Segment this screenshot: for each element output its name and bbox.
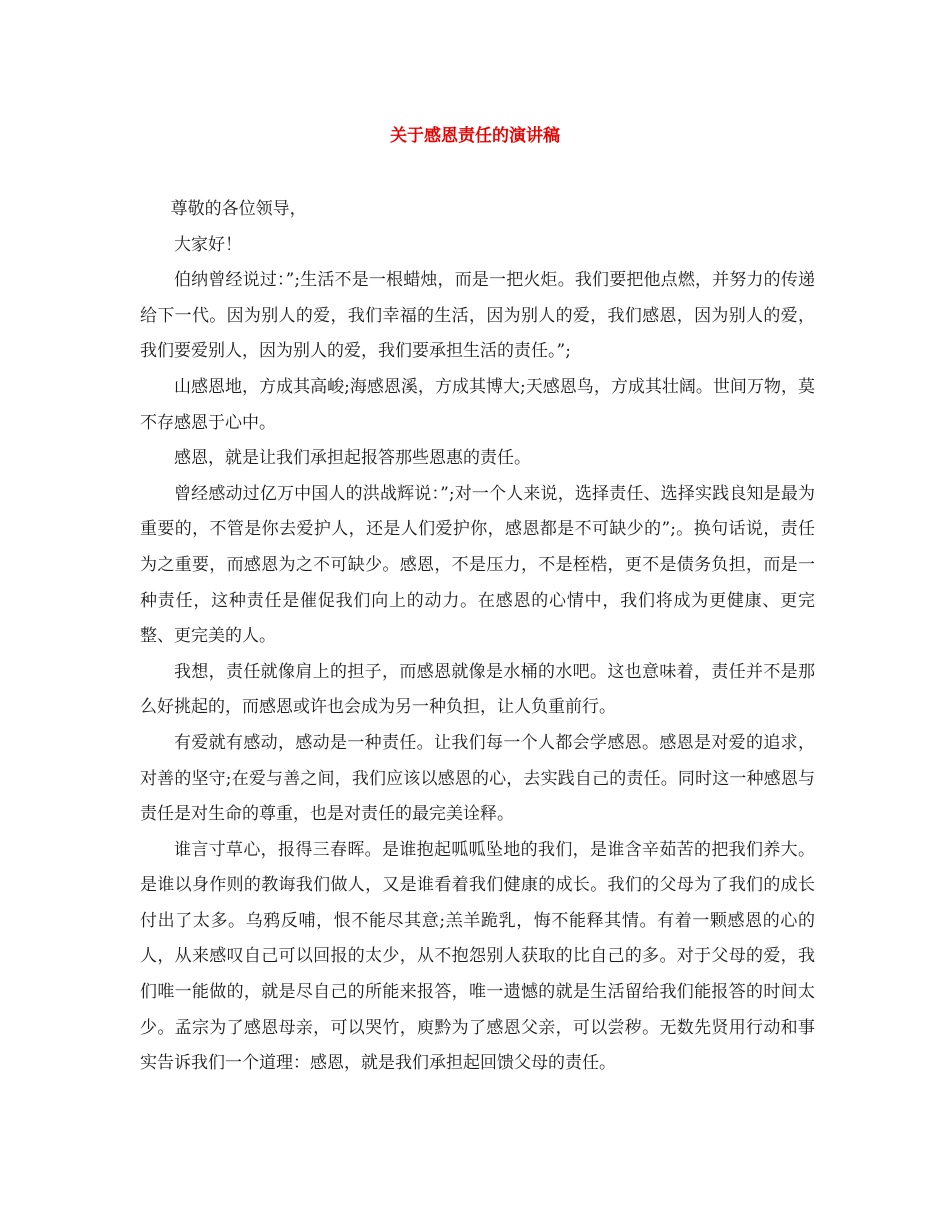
document-title: 关于感恩责任的演讲稿: [390, 126, 560, 146]
document-body: [140, 192, 815, 1082]
body-paragraph: 曾经感动过亿万中国人的洪战辉说：”;对一个人来说，选择责任、选择实践良知是最为重要的，不管是你去爱护人，还是人们爱护你，感恩都是不可缺少的”;。换句话说，责任为之重要，而感恩为之不可缺少。感恩，不是压力，不是桎梏，更不是债务负担，而是一种责任，这种责任是催促我们向上的动力。在感恩的心情中，我们将成为更健康、更完整、更完美的人。: [140, 483, 815, 647]
body-paragraph: 谁言寸草心，报得三春晖。是谁抱起呱呱坠地的我们，是谁含辛茹苦的把我们养大。是谁以身作则的教诲我们做人，又是谁看着我们健康的成长。我们的父母为了我们的成长付出了太多。乌鸦反哺，恨不能尽其意;羔羊跪乳，悔不能释其情。有着一颗感恩的心的人，从来感叹自己可以回报的太少，从不抱怨别人获取的比自己的多。对于父母的爱，我们唯一能做的，就是尽自己的所能来报答，唯一遗憾的就是生活留给我们能报答的时间太少。孟宗为了感恩母亲，可以哭竹，庾黔为了感恩父亲，可以尝秽。无数先贤用行动和事实告诉我们一个道理：感恩，就是我们承担起回馈父母的责任。: [140, 839, 815, 1074]
greeting-paragraph: 大家好！: [174, 234, 242, 255]
body-paragraph: 感恩，就是让我们承担起报答那些恩惠的责任。: [174, 448, 531, 469]
body-paragraph: 山感恩地，方成其高峻;海感恩溪，方成其博大;天感恩鸟，方成其壮阔。世间万物，莫不存感恩于心中。: [140, 376, 815, 433]
body-paragraph: 伯纳曾经说过：”;生活不是一根蜡烛，而是一把火炬。我们要把他点燃，并努力的传递给下一代。因为别人的爱，我们幸福的生活，因为别人的爱，我们感恩，因为别人的爱，我们要爱别人，因为别人的爱，我们要承担生活的责任。”;: [140, 270, 815, 362]
salutation-paragraph: 尊敬的各位领导，: [170, 199, 307, 219]
body-paragraph: 有爱就有感动，感动是一种责任。让我们每一个人都会学感恩。感恩是对爱的追求，对善的坚守;在爱与善之间，我们应该以感恩的心，去实践自己的责任。同时这一种感恩与责任是对生命的尊重，也是对责任的最完美诠释。: [140, 732, 815, 825]
body-paragraph: 我想，责任就像肩上的担子，而感恩就像是水桶的水吧。这也意味着，责任并不是那么好挑起的，而感恩或许也会成为另一种负担，让人负重前行。: [140, 661, 815, 718]
